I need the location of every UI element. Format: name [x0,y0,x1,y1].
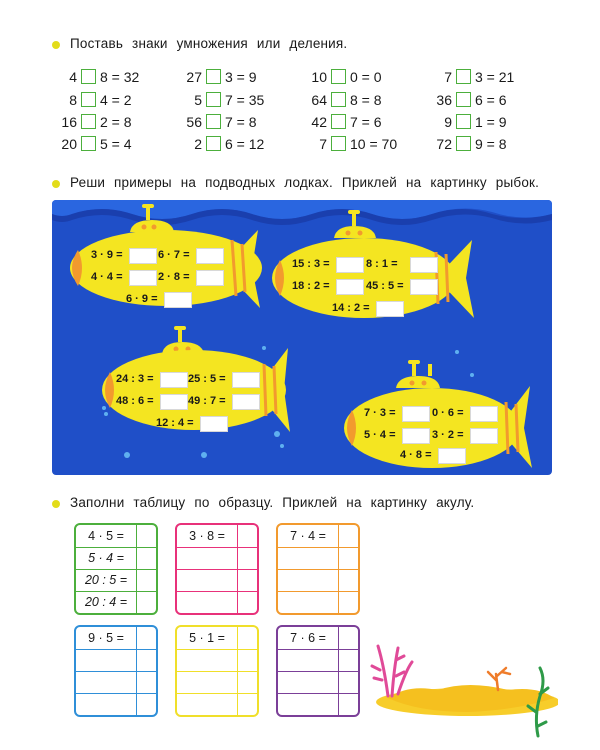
equation [305,135,397,152]
submarine-expression: 12 : 4 = [156,417,194,429]
table-expression: 5 · 4 = [88,551,124,566]
task1-title: Поставь знаки умножения или деления. [70,36,348,51]
bullet-dot [52,41,60,49]
table-row[interactable] [177,671,257,694]
sign-answer-box[interactable] [81,136,96,151]
submarine-expression: 24 : 3 = [116,373,154,385]
submarine-expression: 0 · 6 = [432,407,464,419]
answer-box[interactable] [402,428,430,444]
equation [430,135,507,152]
table-row[interactable] [76,649,156,672]
sign-answer-box[interactable] [81,92,96,107]
operand-right: 7 = 8 [225,113,257,130]
answer-box[interactable] [470,428,498,444]
sign-answer-box[interactable] [81,114,96,129]
fill-table [276,625,360,717]
bullet-dot [52,180,60,188]
task3-title: Заполни таблицу по образцу. Приклей на картинку акулу. [70,495,475,510]
equation [55,135,132,152]
sign-answer-box[interactable] [456,69,471,84]
equation [305,113,382,130]
table-row[interactable] [76,671,156,694]
fill-table [74,625,158,717]
table-row[interactable] [177,649,257,672]
operand-left: 4 [69,68,77,85]
table-row[interactable] [278,693,358,716]
table-row[interactable] [278,547,358,570]
submarine-expression: 6 · 9 = [126,293,158,305]
equation [180,68,257,85]
operand-left: 27 [186,68,202,85]
table-expression: 3 · 8 = [189,529,225,544]
answer-box[interactable] [129,248,157,264]
operand-left: 7 [444,68,452,85]
answer-box[interactable] [196,248,224,264]
table-row[interactable] [278,627,358,650]
answer-box[interactable] [402,406,430,422]
table-row[interactable] [177,591,257,614]
fill-table [276,523,360,615]
operand-right: 5 = 4 [100,135,132,152]
fill-table [74,523,158,615]
table-row[interactable] [177,525,257,548]
operand-left: 36 [436,91,452,108]
operand-right: 10 = 70 [350,135,398,152]
operand-right: 3 = 21 [475,68,515,85]
seabed-illustration [368,636,558,746]
submarine-expression: 25 : 5 = [188,373,226,385]
table-expression: 20 : 4 = [84,595,128,610]
sign-answer-box[interactable] [206,92,221,107]
table-row[interactable] [177,693,257,716]
operand-left: 2 [194,135,202,152]
operand-right: 2 = 8 [100,113,132,130]
sign-answer-box[interactable] [456,92,471,107]
equation [180,113,257,130]
answer-box[interactable] [336,257,364,273]
fill-table [175,625,259,717]
equation [430,113,507,130]
table-expression: 4 · 5 = [88,529,124,544]
operand-left: 42 [311,113,327,130]
operand-right: 6 = 12 [225,135,265,152]
operand-right: 4 = 2 [100,91,132,108]
operand-left: 72 [436,135,452,152]
table-row[interactable] [76,627,156,650]
table-row[interactable] [278,569,358,592]
submarine-expression: 3 · 2 = [432,429,464,441]
equation [180,91,264,108]
sign-answer-box[interactable] [81,69,96,84]
equation [305,68,382,85]
table-row[interactable] [76,569,156,592]
operand-left: 16 [61,113,77,130]
submarine-expression: 7 · 3 = [364,407,396,419]
submarine-expression: 14 : 2 = [332,302,370,314]
table-expression: 5 · 1 = [189,631,225,646]
submarine-expression: 48 : 6 = [116,395,154,407]
equation [180,135,264,152]
table-expression: 20 : 5 = [84,573,128,588]
table-expression: 9 · 5 = [88,631,124,646]
table-row[interactable] [76,591,156,614]
operand-left: 20 [61,135,77,152]
equation [55,91,132,108]
sign-answer-box[interactable] [331,136,346,151]
submarine-expression: 4 · 8 = [400,449,432,461]
table-row[interactable] [177,627,257,650]
operand-right: 3 = 9 [225,68,257,85]
answer-box[interactable] [438,448,466,464]
answer-box[interactable] [232,394,260,410]
table-expression: 7 · 4 = [290,529,326,544]
sign-answer-box[interactable] [206,114,221,129]
submarine-expression: 6 · 7 = [158,249,190,261]
submarine-expression: 15 : 3 = [292,258,330,270]
operand-left: 9 [444,113,452,130]
table-row[interactable] [278,649,358,672]
answer-box[interactable] [336,279,364,295]
operand-right: 7 = 35 [225,91,265,108]
answer-box[interactable] [470,406,498,422]
table-row[interactable] [278,671,358,694]
answer-box[interactable] [129,270,157,286]
operand-left: 10 [311,68,327,85]
operand-left: 5 [194,91,202,108]
sea-illustration [52,200,552,475]
answer-box[interactable] [196,270,224,286]
operand-right: 1 = 9 [475,113,507,130]
table-row[interactable] [76,693,156,716]
table-row[interactable] [177,569,257,592]
submarine-expression: 3 · 9 = [91,249,123,261]
bullet-dot [52,500,60,508]
table-row[interactable] [278,591,358,614]
answer-box[interactable] [164,292,192,308]
equation [55,113,132,130]
equation [430,68,514,85]
operand-left: 7 [319,135,327,152]
table-row[interactable] [278,525,358,548]
submarine-expression: 45 : 5 = [366,280,404,292]
sign-answer-box[interactable] [331,114,346,129]
operand-left: 8 [69,91,77,108]
submarine-expression: 5 · 4 = [364,429,396,441]
sign-answer-box[interactable] [206,69,221,84]
sign-answer-box[interactable] [206,136,221,151]
operand-left: 64 [311,91,327,108]
operand-right: 7 = 6 [350,113,382,130]
operand-right: 6 = 6 [475,91,507,108]
table-row[interactable] [76,525,156,548]
answer-box[interactable] [200,416,228,432]
task2-title: Реши примеры на подводных лодках. Приклей на картинку рыбок. [70,175,540,190]
submarine-expression: 2 · 8 = [158,271,190,283]
answer-box[interactable] [160,372,188,388]
submarine-expression: 4 · 4 = [91,271,123,283]
answer-box[interactable] [160,394,188,410]
equation [305,91,382,108]
operand-right: 0 = 0 [350,68,382,85]
answer-box[interactable] [232,372,260,388]
equation [430,91,507,108]
operand-right: 9 = 8 [475,135,507,152]
operand-right: 8 = 32 [100,68,140,85]
table-row[interactable] [76,547,156,570]
sign-answer-box[interactable] [456,114,471,129]
submarine-expression: 8 : 1 = [366,258,398,270]
equation [55,68,139,85]
table-expression: 7 · 6 = [290,631,326,646]
sign-answer-box[interactable] [331,69,346,84]
submarine-expression: 49 : 7 = [188,395,226,407]
answer-box[interactable] [376,301,404,317]
answer-box[interactable] [410,257,438,273]
table-row[interactable] [177,547,257,570]
operand-left: 56 [186,113,202,130]
submarine-expression: 18 : 2 = [292,280,330,292]
operand-right: 8 = 8 [350,91,382,108]
sign-answer-box[interactable] [456,136,471,151]
answer-box[interactable] [410,279,438,295]
sign-answer-box[interactable] [331,92,346,107]
fill-table [175,523,259,615]
